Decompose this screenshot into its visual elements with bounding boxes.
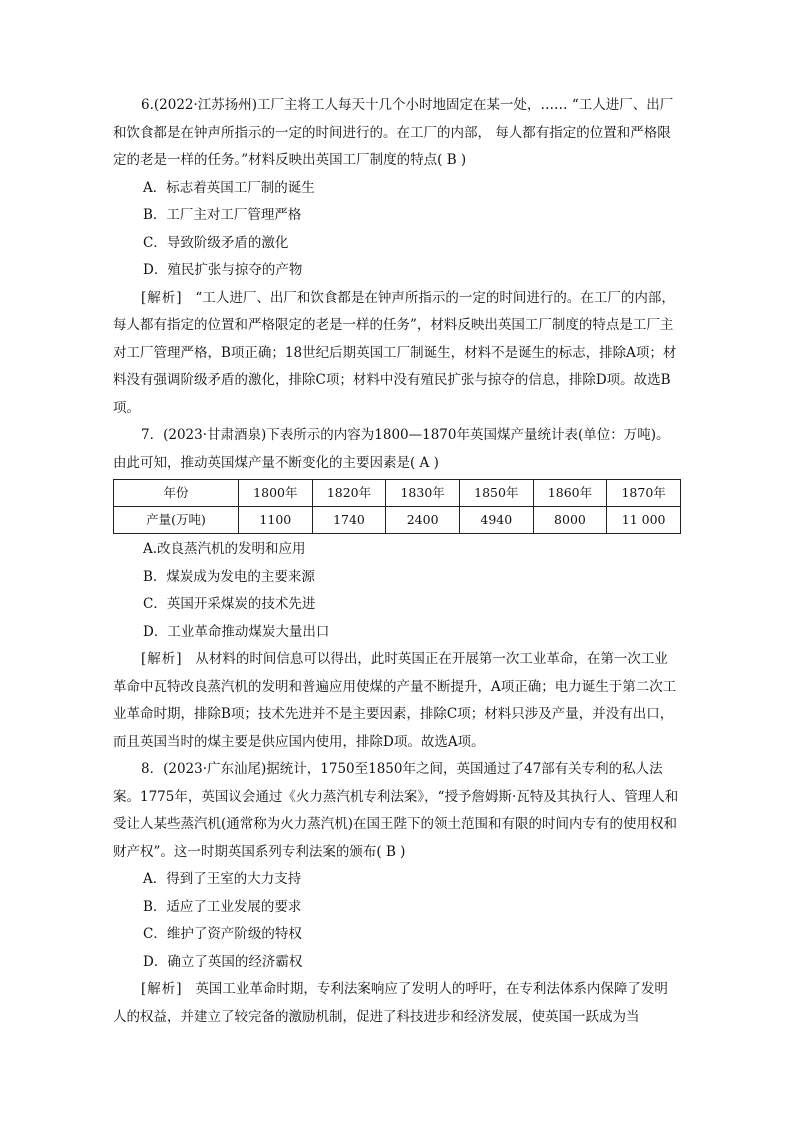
question-6-option-b: B．工厂主对工厂管理严格 <box>143 207 302 223</box>
table-cell: 1850年 <box>459 480 533 507</box>
analysis-text: 从材料的时间信息可以得出，此时英国正在开展第一次工业革命，在第一次工业革命中瓦特改良蒸汽机的发明和普遍应用使煤的产量不断提升，A项正确；电力诞生于第二次工业革命时期，排除B项；技术先进并不是主要因素，排除C项；材料只涉及产量，并没有出口，而且英国当时的煤主要是供应国内使用，排除D项。故选A项。 <box>113 651 677 750</box>
question-7-stem: 7．(2023·甘肃酒泉)下表所示的内容为1800—1870年英国煤产量统计表(单位：万吨)。由此可知，推动英国煤产量不断变化的主要因素是( A ) <box>113 427 670 471</box>
question-8-analysis <box>113 976 681 1031</box>
table-row <box>114 480 681 507</box>
table-row <box>114 507 681 534</box>
analysis-tag: [解析] <box>141 289 183 306</box>
table-header-year: 年份 <box>114 480 239 507</box>
question-7-option-a: A.改良蒸汽机的发明和应用 <box>143 541 306 557</box>
question-6-analysis <box>113 285 681 423</box>
question-6-option-d: D．殖民扩张与掠夺的产物 <box>143 262 303 278</box>
question-6-stem: 6.(2022·江苏扬州)工厂主将工人每天十几个小时地固定在某一处，…… “工人进厂、出厂和饮食都是在钟声所指示的一定的时间进行的。在工厂的内部， 每人都有指定的位置和严格限定的老是一样的任务。”材料反映出英国工厂制度的特点( B ) <box>113 97 674 168</box>
table-cell: 1870年 <box>607 480 681 507</box>
question-8-option-d: D．确立了英国的经济霸权 <box>143 953 303 970</box>
coal-output-table <box>113 479 681 534</box>
table-cell: 4940 <box>459 507 533 534</box>
question-8-option-a: A．得到了王室的大力支持 <box>143 871 302 887</box>
table-header-output: 产量(万吨) <box>114 507 239 534</box>
table-cell: 1740 <box>312 507 386 534</box>
question-7-option-b: B．煤炭成为发电的主要来源 <box>143 568 315 585</box>
table-cell: 1830年 <box>386 480 460 507</box>
question-7-analysis <box>113 646 681 756</box>
table-cell: 8000 <box>533 507 607 534</box>
question-6-option-c: C．导致阶级矛盾的激化 <box>143 234 289 251</box>
table-cell: 1100 <box>239 507 313 534</box>
analysis-text: 英国工业革命时期，专利法案响应了发明人的呼吁，在专利法体系内保障了发明人的权益，并建立了较完备的激励机制，促进了科技进步和经济发展，使英国一跃成为当 <box>113 981 668 1025</box>
table-cell: 1800年 <box>239 480 313 507</box>
analysis-tag: [解析] <box>141 651 183 667</box>
question-6-option-a: A．标志着英国工厂制的诞生 <box>143 179 315 196</box>
analysis-text: “工人进厂、出厂和饮食都是在钟声所指示的一定的时间进行的。在工厂的内部， 每人都有指定的位置和严格限定的老是一样的任务”，材料反映出英国工厂制度的特点是工厂主对工厂管理严格，B项正确；18世纪后期英国工厂制诞生，材料不是诞生的标志，排除A项；材料没有强调阶级矛盾的激化，排除C项；材料中没有殖民扩张与掠夺的信息，排除D项。故选B项。 <box>113 289 677 416</box>
question-8-option-c: C．维护了资产阶级的特权 <box>143 926 302 942</box>
table-cell: 11 000 <box>607 507 681 534</box>
document-content <box>113 92 681 1031</box>
analysis-tag: [解析] <box>141 981 183 997</box>
question-7-option-c: C．英国开采煤炭的技术先进 <box>143 596 316 612</box>
question-8-stem: 8．(2023·广东汕尾)据统计，1750至1850年之间，英国通过了47部有关专利的私人法案。1775年，英国议会通过《火力蒸汽机专利法案》，“授予詹姆斯·瓦特及其执行人、管理人和受让人某些蒸汽机(通常称为火力蒸汽机)在国王陛下的领土范围和有限的时间内专有的使用权和财产权”。这一时期英国系列专利法案的颁布( B ) <box>113 761 679 860</box>
question-8-option-b: B．适应了工业发展的要求 <box>143 898 302 915</box>
table-cell: 1820年 <box>312 480 386 507</box>
question-7-option-d: D．工业革命推动煤炭大量出口 <box>143 623 330 640</box>
table-cell: 2400 <box>386 507 460 534</box>
table-cell: 1860年 <box>533 480 607 507</box>
